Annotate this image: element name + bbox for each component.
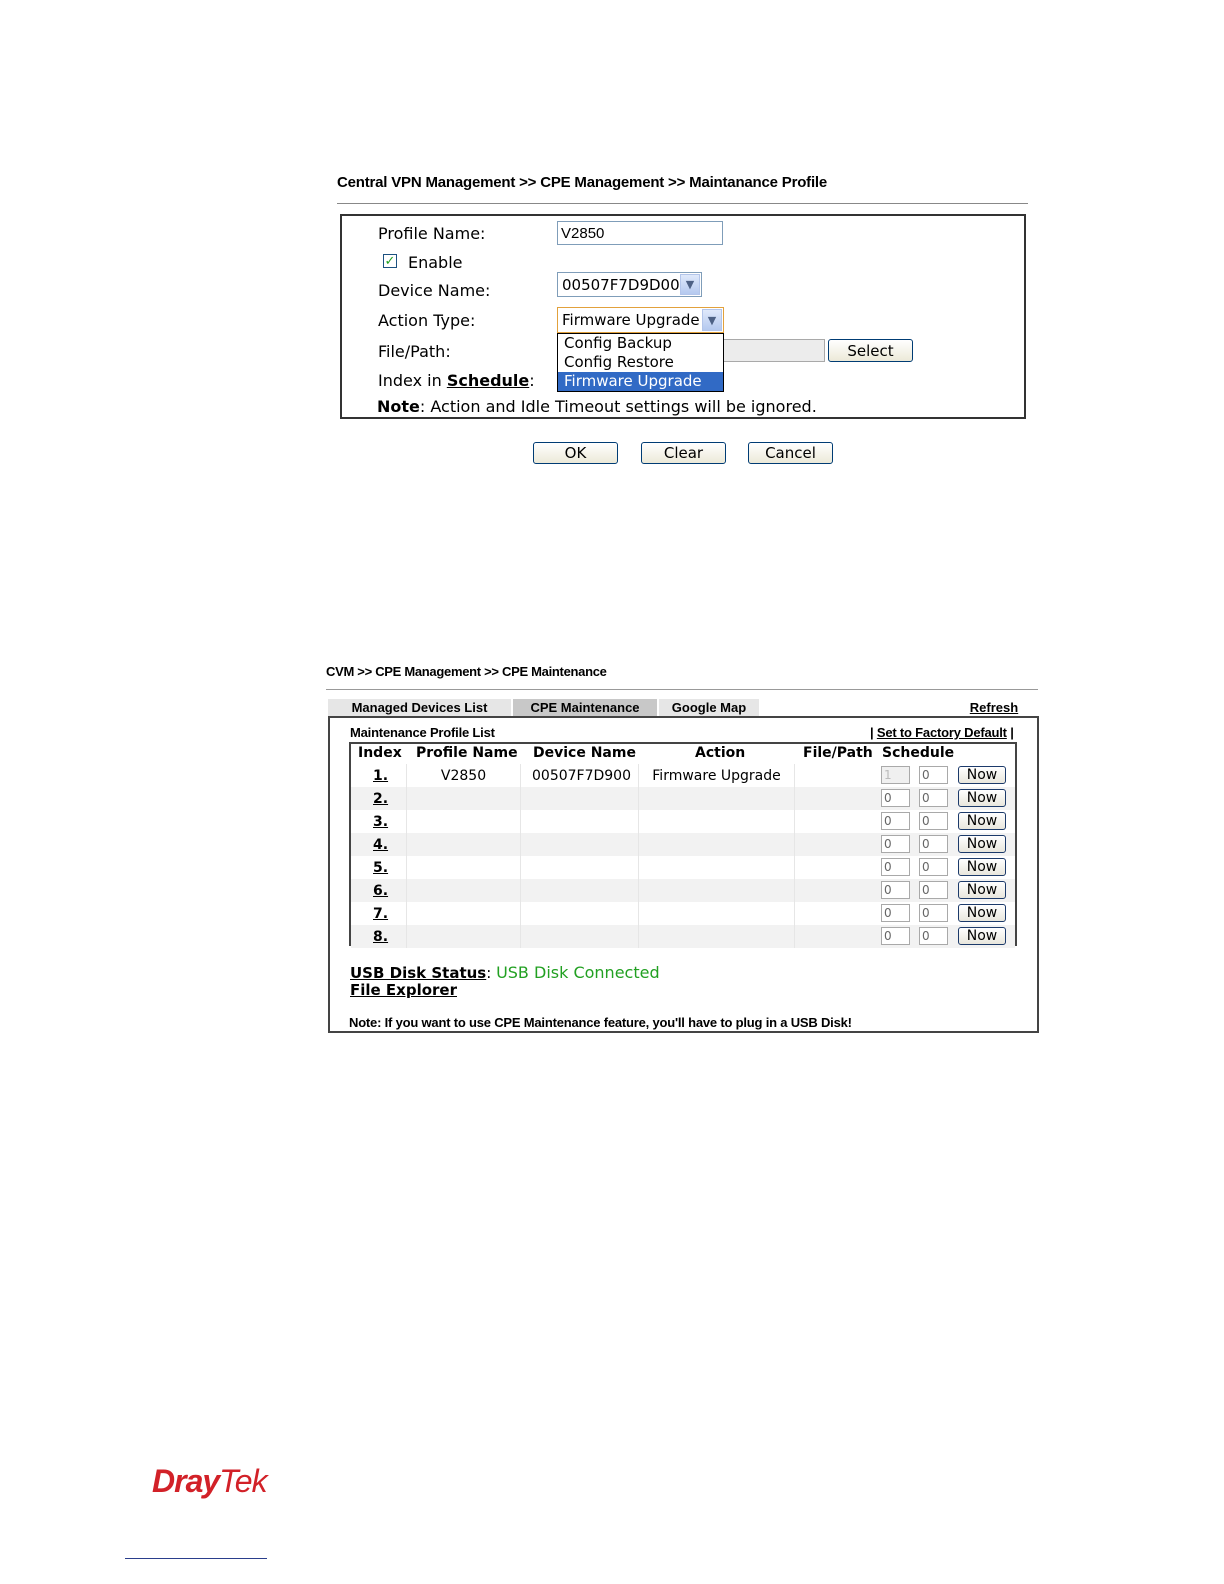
usb-status: USB Disk Status: USB Disk Connected — [350, 963, 660, 982]
list-title: Maintenance Profile List — [350, 725, 495, 740]
row-action — [639, 787, 794, 810]
row-profile-name — [407, 902, 520, 925]
table-row — [351, 902, 1015, 925]
row-index-link[interactable]: 7. — [373, 905, 389, 922]
row-action — [639, 879, 794, 902]
now-button[interactable]: Now — [958, 881, 1006, 899]
schedule-index-1-input[interactable]: 0 — [881, 835, 910, 853]
schedule-index-1-input[interactable]: 0 — [881, 858, 910, 876]
row-index-link[interactable]: 1. — [373, 767, 389, 784]
option-config-restore[interactable]: Config Restore — [564, 353, 674, 371]
schedule-index-2-input[interactable]: 0 — [919, 835, 948, 853]
schedule-link[interactable]: Schedule — [446, 371, 530, 390]
row-index-link[interactable]: 8. — [373, 928, 389, 945]
column-divider — [638, 764, 639, 948]
table-row — [351, 925, 1015, 948]
divider — [337, 203, 1028, 204]
device-name-label: Device Name: — [378, 281, 491, 300]
row-action — [639, 902, 794, 925]
chevron-down-icon: ▼ — [680, 274, 700, 295]
option-firmware-upgrade[interactable]: Firmware Upgrade — [558, 372, 723, 391]
row-device-name: 00507F7D900 — [532, 767, 631, 784]
row-index-link[interactable]: 6. — [373, 882, 389, 899]
row-action — [639, 925, 794, 948]
row-profile-name: V2850 — [440, 767, 487, 784]
profile-name-input[interactable] — [557, 221, 723, 245]
schedule-index-2-input[interactable]: 0 — [919, 881, 948, 899]
clear-button[interactable]: Clear — [641, 442, 726, 464]
usb-status-value: USB Disk Connected — [496, 963, 660, 982]
row-index-link[interactable]: 3. — [373, 813, 389, 830]
col-device-name: Device Name — [533, 745, 636, 761]
col-action: Action — [695, 745, 746, 761]
row-action — [639, 856, 794, 879]
footer-rule — [125, 1558, 267, 1559]
option-config-backup[interactable]: Config Backup — [564, 334, 672, 352]
file-explorer-link[interactable]: File Explorer — [350, 981, 457, 999]
schedule-index-2-input[interactable]: 0 — [919, 789, 948, 807]
row-profile-name — [407, 879, 520, 902]
action-type-label: Action Type: — [378, 311, 476, 330]
column-divider — [794, 764, 795, 948]
row-profile-name — [407, 810, 520, 833]
page-title: Central VPN Management >> CPE Management >> Maintanance Profile — [337, 174, 828, 191]
file-path-label: File/Path: — [378, 342, 451, 361]
row-action — [639, 810, 794, 833]
schedule-index-2-input[interactable]: 0 — [919, 927, 948, 945]
schedule-index-1-input[interactable]: 0 — [881, 881, 910, 899]
row-profile-name — [407, 787, 520, 810]
col-schedule: Schedule — [882, 745, 955, 761]
row-action: Firmware Upgrade — [652, 767, 781, 784]
index-schedule-label: Index in Schedule: — [378, 371, 535, 390]
ok-button[interactable]: OK — [533, 442, 618, 464]
row-index-link[interactable]: 4. — [373, 836, 389, 853]
usb-status-link[interactable]: USB Disk Status — [350, 964, 487, 982]
maintenance-note: Note: If you want to use CPE Maintenance feature, you'll have to plug in a USB Disk! — [349, 1015, 852, 1030]
col-file-path: File/Path — [803, 745, 873, 761]
row-action — [639, 833, 794, 856]
now-button[interactable]: Now — [958, 766, 1006, 784]
schedule-index-2-input[interactable]: 0 — [919, 904, 948, 922]
schedule-index-2-input[interactable]: 0 — [919, 812, 948, 830]
factory-default-link[interactable]: Set to Factory Default — [876, 725, 1007, 740]
factory-default-group: | Set to Factory Default | — [870, 725, 1014, 740]
schedule-index-1-input[interactable]: 0 — [881, 927, 910, 945]
profile-name-label: Profile Name: — [378, 224, 486, 243]
tab-managed-devices[interactable]: Managed Devices List — [328, 699, 511, 716]
profile-table — [349, 742, 1017, 946]
table-row — [351, 787, 1015, 810]
select-button[interactable]: Select — [828, 339, 913, 362]
device-name-select[interactable] — [557, 272, 702, 297]
action-type-dropdown-list — [557, 333, 724, 392]
row-index-link[interactable]: 2. — [373, 790, 389, 807]
row-profile-name — [407, 856, 520, 879]
tab-cpe-maintenance[interactable]: CPE Maintenance — [513, 699, 657, 716]
now-button[interactable]: Now — [958, 789, 1006, 807]
table-row — [351, 856, 1015, 879]
enable-checkbox[interactable] — [383, 254, 397, 268]
action-type-value: Firmware Upgrade — [562, 311, 700, 329]
now-button[interactable]: Now — [958, 835, 1006, 853]
column-divider — [520, 764, 521, 948]
row-index-link[interactable]: 5. — [373, 859, 389, 876]
chevron-down-icon: ▼ — [702, 309, 722, 331]
divider — [326, 689, 1038, 690]
row-profile-name — [407, 925, 520, 948]
col-profile-name: Profile Name — [416, 745, 518, 761]
check-icon: ✓ — [384, 253, 396, 269]
action-type-select[interactable] — [557, 307, 724, 333]
schedule-index-1-input[interactable]: 0 — [881, 812, 910, 830]
now-button[interactable]: Now — [958, 904, 1006, 922]
schedule-index-2-input[interactable]: 0 — [919, 766, 948, 784]
cancel-button[interactable]: Cancel — [748, 442, 833, 464]
now-button[interactable]: Now — [958, 927, 1006, 945]
table-row — [351, 810, 1015, 833]
row-profile-name — [407, 833, 520, 856]
schedule-index-2-input[interactable]: 0 — [919, 858, 948, 876]
col-index: Index — [358, 745, 402, 761]
schedule-index-1-input[interactable]: 1 — [881, 766, 910, 784]
breadcrumb: CVM >> CPE Management >> CPE Maintenance — [326, 664, 607, 679]
draytek-logo: DrayTek — [152, 1463, 267, 1499]
now-button[interactable]: Now — [958, 812, 1006, 830]
profile-note: Note: Action and Idle Timeout settings will be ignored. — [377, 397, 817, 416]
file-path-input[interactable] — [722, 339, 825, 362]
tab-bar — [328, 699, 1038, 716]
table-row — [351, 764, 1015, 787]
table-row — [351, 833, 1015, 856]
schedule-index-1-input[interactable]: 0 — [881, 789, 910, 807]
device-name-value: 00507F7D9D00 — [562, 275, 680, 294]
schedule-index-1-input[interactable]: 0 — [881, 904, 910, 922]
refresh-link[interactable]: Refresh — [969, 700, 1019, 715]
tab-google-map[interactable]: Google Map — [659, 699, 759, 716]
table-row — [351, 879, 1015, 902]
enable-label: Enable — [408, 253, 463, 272]
now-button[interactable]: Now — [958, 858, 1006, 876]
column-divider — [406, 764, 407, 948]
